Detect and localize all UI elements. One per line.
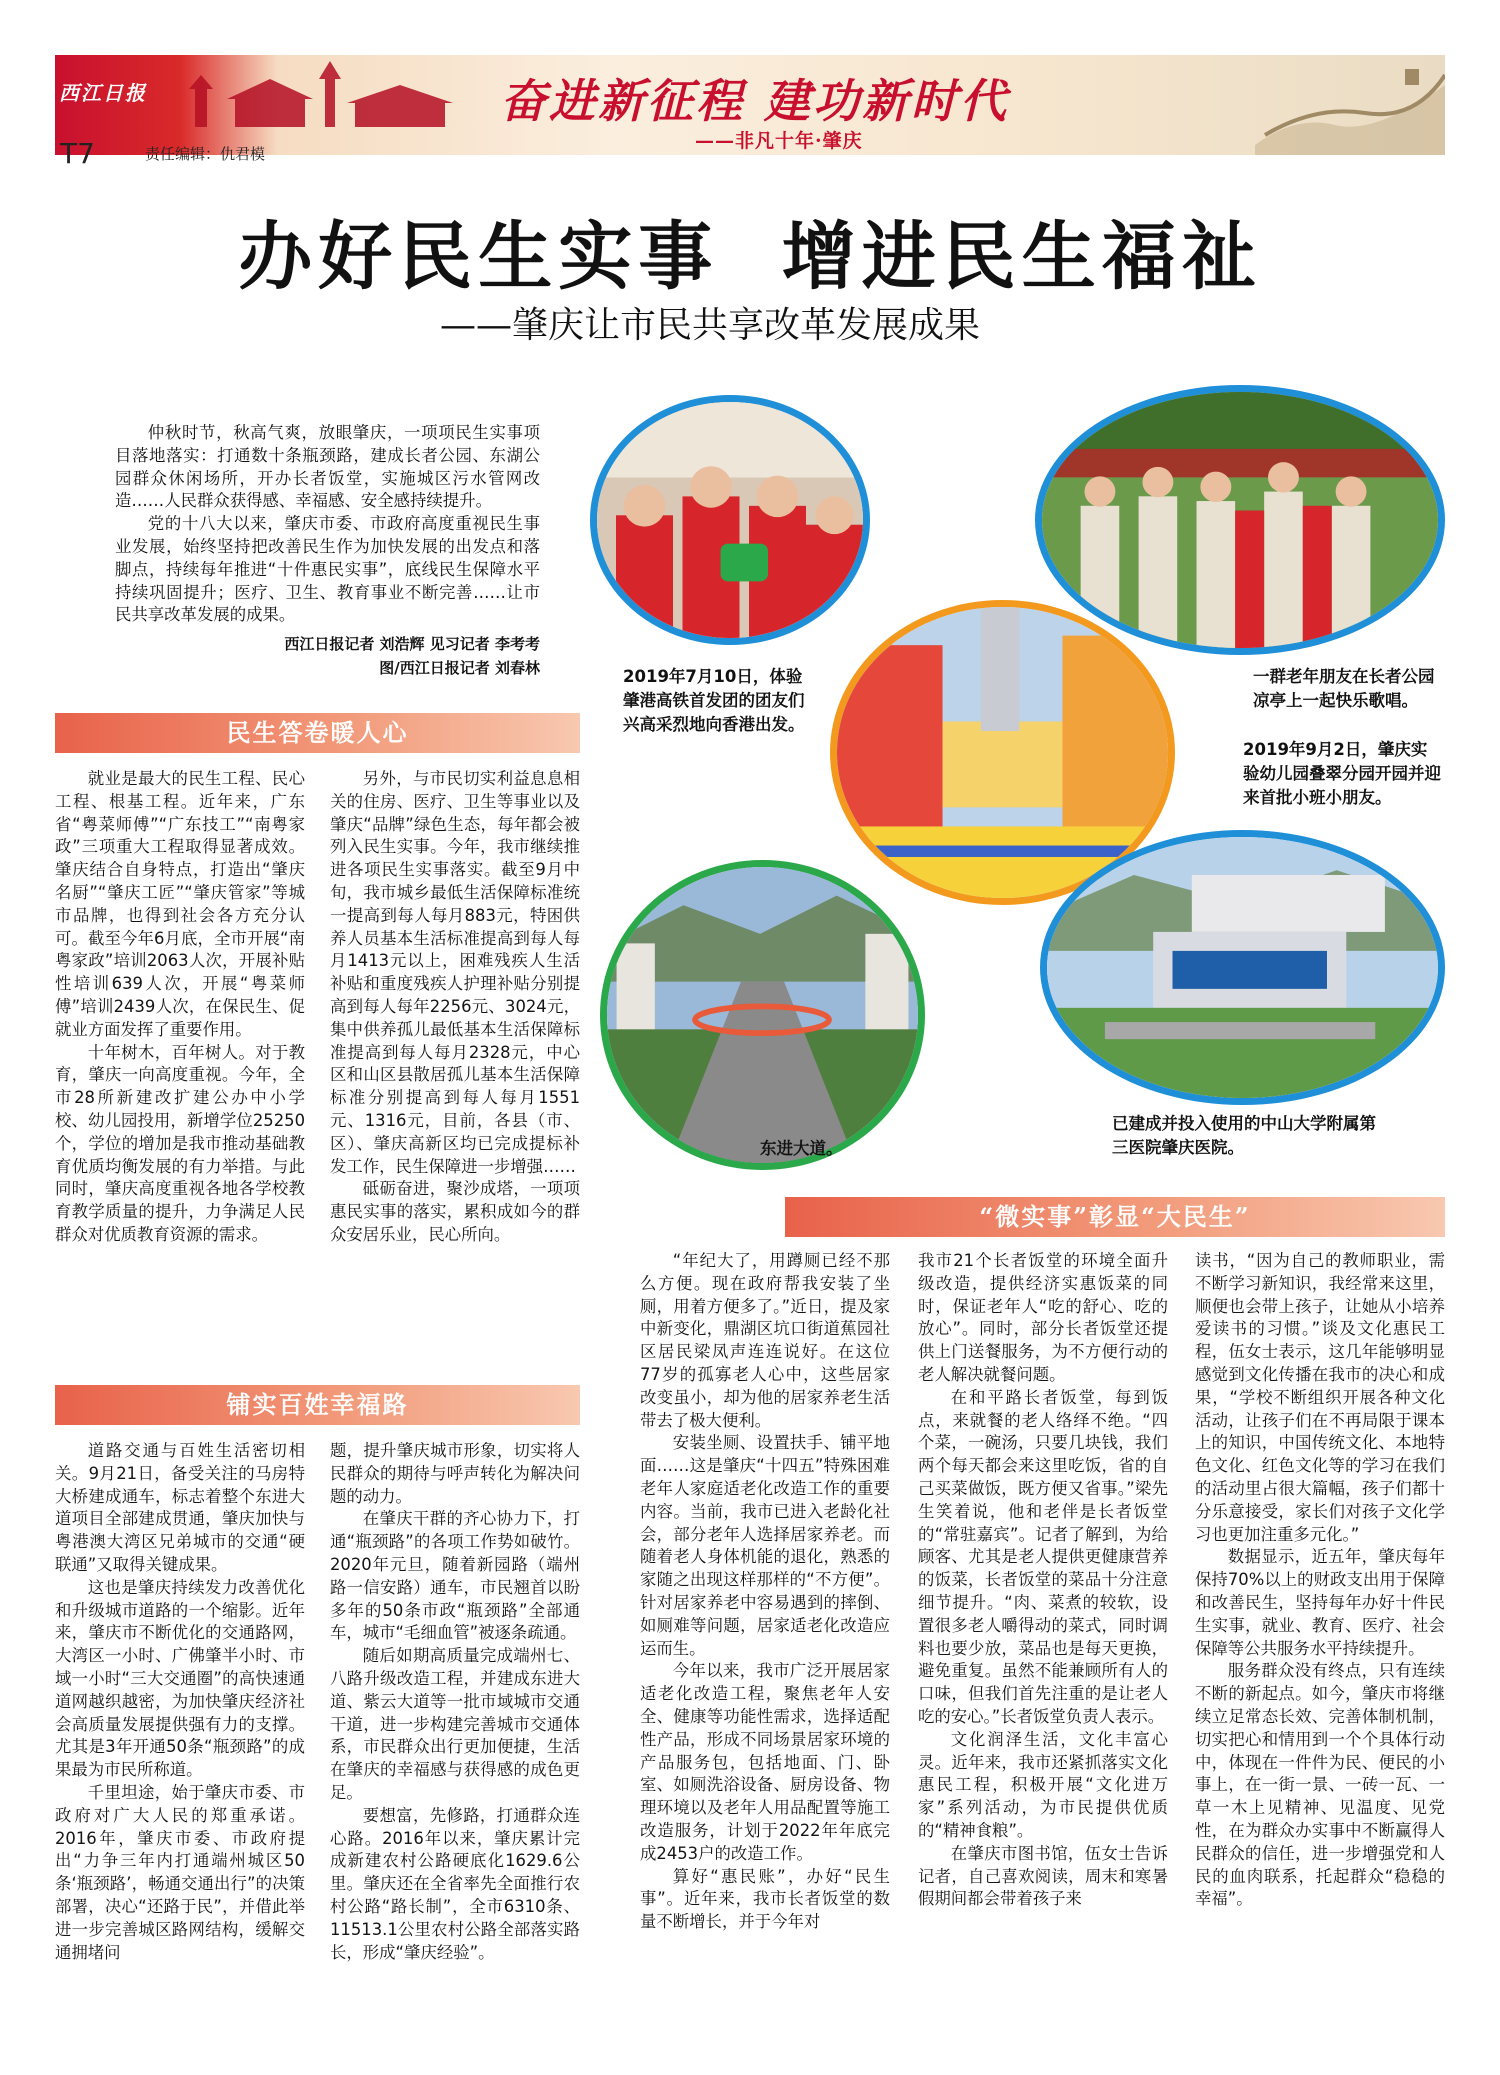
masthead-banner [55,55,1445,155]
section1-column2 [330,768,580,1247]
photo-train-group [590,395,870,645]
caption-road: 东进大道。 [760,1139,843,1158]
byline [115,632,540,680]
paragraph: 在和平路长者饭堂，每到饭点，来就餐的老人络绎不绝。“四个菜，一碗汤，只要几块钱，我们两个每天都会来这里吃饭，省的自己买菜做饭，既方便又省事。”梁先生笑着说，他和老伴是长者饭堂的“常驻嘉宾”。记者了解到，为给顾客、尤其是老人提供更健康营养的饭菜，长者饭堂的菜品十分注意细节提升。“肉、菜煮的较软，设置很多老人嚼得动的菜式，同时调料也要少放，菜品也是每天更换，避免重复。虽然不能兼顾所有人的口味，但我们首先注重的是让老人吃的安心。”长者饭堂负责人表示。 [918,1387,1168,1726]
paragraph: 算好“惠民账”，办好“民生事”。近年来，我市长者饭堂的数量不断增长，并于今年对 [640,1866,890,1932]
paragraph: 我市21个长者饭堂的环境全面升级改造，提供经济实惠饭菜的同时，保证老年人“吃的舒心、吃的放心”。同时，部分长者饭堂还提供上门送餐服务，为不方便行动的老人解决就餐问题。 [918,1251,1168,1384]
paragraph: 千里坦途，始于肇庆市委、市政府对广大人民的郑重承诺。2016年，肇庆市委、市政府提出“力争三年内打通端州城区50条‘瓶颈路’，畅通交通出行”的决策部署，决心“还路于民”，并借此举进一步完善城区路网结构，缓解交通拥堵问 [55,1782,305,1962]
paragraph: 这也是肇庆持续发力改善优化和升级城市道路的一个缩影。近年来，肇庆市不断优化的交通路网，大湾区一小时、广佛肇半小时、市域一小时“三大交通圈”的高快速通道网越织越密，为加快肇庆经济社会高质量发展提供强有力的支撑。尤其是3年开通50条“瓶颈路”的成果最为市民所称道。 [55,1577,305,1780]
page-number: T7 [60,137,95,170]
byline-photographer: 图/西江日报记者 刘春林 [379,659,540,677]
paragraph: 随后如期高质量完成端州七、八路升级改造工程，并建成东进大道、紫云大道等一批市域城市交通干道，进一步构建完善城市交通体系，市民群众出行更加便捷，生活在肇庆的幸福感与获得感的成色更足。 [330,1646,580,1802]
paragraph: 十年树木，百年树人。对于教育，肇庆一向高度重视。今年，全市28所新建改扩建公办中小学校、幼儿园投用，新增学位25250个，学位的增加是我市推动基础教育优质均衡发展的有力举措。与此同时，肇庆高度重视各地各学校教育教学质量的提升，力争满足人民群众对优质教育资源的需求。 [55,1042,305,1244]
pagoda-skyline-icon [175,57,475,127]
paragraph: 要想富，先修路，打通群众连心路。2016年以来，肇庆累计完成新建农村公路硬底化1629.6公里。肇庆还在全省率先全面推行农村公路“路长制”，全市6310条、11513.1公里农村公路全部落实路长，形成“肇庆经验”。 [330,1805,580,1962]
masthead-subtitle: ——非凡十年·肇庆 [695,130,863,152]
photo-seniors-singing [1035,385,1445,655]
editor-credit: 责任编辑：仇君模 [145,145,266,163]
paragraph: 服务群众没有终点，只有连续不断的新起点。如今，肇庆市将继续立足常态长效、完善体制机制，切实把心和情用到一个个具体行动中，体现在一件件为民、便民的小事上，在一街一景、一砖一瓦、一草一木上见精神、见温度、见党性，在为群众办实事中不断赢得人民群众的信任，进一步增强党和人民的血肉联系，托起群众“稳稳的幸福”。 [1195,1661,1445,1909]
page-subheadline: ——肇庆让市民共享改革发展成果 [440,305,981,346]
paragraph: 数据显示，近五年，肇庆每年保持70%以上的财政支出用于保障和改善民生，坚持每年办好十件民生实事，就业、教育、医疗、社会保障等公共服务水平持续提升。 [1195,1547,1445,1658]
great-wall-icon [1255,55,1445,155]
paragraph: “年纪大了，用蹲厕已经不那么方便。现在政府帮我安装了坐厕，用着方便多了。”近日，提及家中新变化，鼎湖区坑口街道蕉园社区居民梁凤声连连说好。在这位77岁的孤寡老人心中，这些居家改变虽小，却为他的居家养老生活带去了极大便利。 [640,1251,890,1430]
paragraph: 道路交通与百姓生活密切相关。9月21日，备受关注的马房特大桥建成通车，标志着整个东进大道项目全部建成贯通，肇庆加快与粤港澳大湾区兄弟城市的交通“硬联通”又取得关键成果。 [55,1441,305,1574]
lead-paragraph: 党的十八大以来，肇庆市委、市政府高度重视民生事业发展，始终坚持把改善民生作为加快发展的出发点和落脚点，持续每年推进“十件惠民实事”，底线民生保障水平持续巩固提升；医疗、卫生、教育事业不断完善……让市民共享改革发展的成果。 [115,514,540,625]
paragraph: 另外，与市民切实利益息息相关的住房、医疗、卫生等事业以及肇庆“品牌”绿色生态，每年都会被列入民生实事。今年，我市继续推进各项民生实事落实。截至9月中旬，我市城乡最低生活保障标准统一提高到每人每月883元，特困供养人员基本生活标准提高到每人每月1413元以上，困难残疾人生活补贴和重度残疾人护理补贴分别提高到每人每年2256元、3024元，集中供养孤儿最低基本生活保障标准提高到每人每月2328元，中心区和山区县散居孤儿基本生活保障标准分别提高到每人每月1551元、1316元，目前，各县（市、区）、肇庆高新区均已完成提标补发工作，民生保障进一步增强…… [330,769,580,1176]
lead-paragraph: 仲秋时节，秋高气爽，放眼肇庆，一项项民生实事项目落地落实：打通数十条瓶颈路，建成长者公园、东湖公园群众休闲场所，开办长者饭堂，实施城区污水管网改造……人民群众获得感、幸福感、安全感持续提升。 [115,423,540,511]
paragraph: 在肇庆市图书馆，伍女士告诉记者，自己喜欢阅读，周末和寒暑假期间都会带着孩子来 [918,1843,1168,1909]
section2-column1 [55,1440,305,1964]
masthead-slogan: 奋进新征程 建功新时代 [500,74,1010,128]
paragraph: 在肇庆干群的齐心协力下，打通“瓶颈路”的各项工作势如破竹。2020年元旦，随着新园路（端州路一信安路）通车，市民翘首以盼多年的50条市政“瓶颈路”全部通车，城市“毛细血管”被逐条疏通。 [330,1509,580,1643]
section-title-livelihood: 民生答卷暖人心 [55,713,580,753]
paragraph: 读书，“因为自己的教师职业，需不断学习新知识，我经常来这里，顺便也会带上孩子，让她从小培养爱读书的习惯。”谈及文化惠民工程，伍女士表示，这几年能够明显感觉到文化传播在我市的决心和成果，“学校不断组织开展各种文化活动，让孩子们在不再局限于课本上的知识，中国传统文化、本地特色文化、红色文化等的学习在我们的活动里占很大篇幅，孩子们都十分乐意接受，家长们对孩子文化学习也更加注重多元化。” [1195,1251,1445,1544]
photo-hospital [1040,830,1445,1105]
caption-train: 2019年7月10日，体验肇港高铁首发团的团友们兴高采烈地向香港出发。 [623,667,805,734]
caption-kindergarten: 2019年9月2日，肇庆实验幼儿园叠翠分园开园并迎来首批小班小朋友。 [1243,740,1441,807]
section1-column1 [55,768,305,1247]
paragraph: 题，提升肇庆城市形象，切实将人民群众的期待与呼声转化为解决问题的动力。 [330,1441,580,1506]
section-title-roads: 铺实百姓幸福路 [55,1385,580,1425]
section2-column2 [330,1440,580,1964]
section3-column3 [1195,1250,1445,1911]
byline-reporters: 西江日报记者 刘浩辉 见习记者 李考考 [284,635,540,653]
page-headline: 办好民生实事 增进民生福祉 [238,214,1262,300]
paragraph: 文化润泽生活，文化丰富心灵。近年来，我市还紧抓落实文化惠民工程，积极开展“文化进万家”系列活动，为市民提供优质的“精神食粮”。 [918,1729,1168,1840]
newspaper-logo: 西江日报 [59,81,147,105]
section3-column2 [918,1250,1168,1911]
paragraph: 安装坐厕、设置扶手、铺平地面……这是肇庆“十四五”特殊困难老年人家庭适老化改造工作的重要内容。当前，我市已进入老龄化社会，部分老年人选择居家养老。而随着老人身体机能的退化，熟悉的家随之出现这样那样的“不方便”。针对居家养老中容易遇到的摔倒、如厕难等问题，居家适老化改造应运而生。 [640,1433,890,1658]
section-title-small-matters: “微实事”彰显“大民生” [785,1197,1445,1237]
caption-seniors: 一群老年朋友在长者公园凉亭上一起快乐歌唱。 [1253,667,1435,710]
section3-column1 [640,1250,890,1934]
paragraph: 就业是最大的民生工程、民心工程、根基工程。近年来，广东省“粤菜师傅”“广东技工”“南粤家政”三项重大工程取得显著成效。肇庆结合自身特点，打造出“肇庆名厨”“肇庆工匠”“肇庆管家”等城市品牌，也得到社会各方充分认可。截至今年6月底，全市开展“南粤家政”培训2063人次，开展补贴性培训639人次，开展“粤菜师傅”培训2439人次，在保民生、促就业方面发挥了重要作用。 [55,769,305,1039]
photo-dongjin-avenue [600,860,925,1170]
paragraph: 今年以来，我市广泛开展居家适老化改造工程，聚焦老年人安全、健康等功能性需求，选择适配性产品，形成不同场景居家环境的产品服务包，包括地面、门、卧室、如厕洗浴设备、厨房设备、物理环境以及老年人用品配置等施工改造服务，计划于2022年年底完成2453户的改造工作。 [640,1661,890,1863]
lead-paragraphs [115,422,540,627]
paragraph: 砥砺奋进，聚沙成塔，一项项惠民实事的落实，累积成如今的群众安居乐业，民心所向。 [330,1179,580,1244]
caption-hospital: 已建成并投入使用的中山大学附属第三医院肇庆医院。 [1112,1114,1376,1157]
